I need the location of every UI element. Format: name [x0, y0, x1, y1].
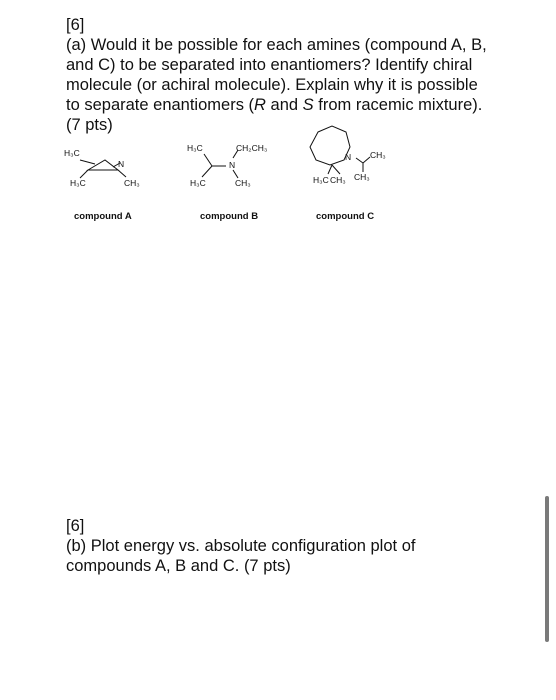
compound-a-bond-ch3 — [118, 170, 126, 177]
compound-c-ring — [310, 126, 350, 165]
question-a-line-4-mid: and — [265, 96, 303, 114]
question-a-number: [6] — [66, 16, 85, 34]
compound-a-label: compound A — [74, 211, 132, 222]
compound-a-ch3: CH₃ — [124, 178, 140, 188]
compound-b-n: N — [229, 160, 236, 170]
compound-c-bond-c-left — [328, 165, 332, 174]
compound-b-bond-1 — [204, 154, 212, 166]
compound-c-bond-n-ch — [356, 158, 363, 163]
compound-b-bond-2 — [202, 166, 212, 177]
question-a-line-1: (a) Would it be possible for each amines (compound A, B, — [66, 36, 487, 54]
compound-a-h3c-bottom: H₃C — [70, 178, 86, 188]
question-b-text — [66, 516, 506, 576]
compound-b-ch2ch3: CH₂CH₃ — [236, 143, 268, 153]
compound-c-bond-c-right — [332, 165, 340, 174]
compound-a-aziridine-ring — [88, 160, 118, 170]
compound-a-structure — [64, 148, 140, 188]
compound-c-bond-ch-ch3 — [363, 157, 370, 163]
compound-b-label: compound B — [200, 211, 259, 222]
compound-b-structure — [187, 143, 267, 188]
compound-c-ch3-top: CH₃ — [370, 150, 386, 160]
compound-a-n: N — [118, 159, 125, 169]
compound-a-bond-ch3-top — [80, 170, 88, 178]
compound-c-ch3-left: CH₃ — [330, 175, 346, 185]
compound-c-h3c: H₃C — [313, 175, 329, 185]
compound-b-h3c-top: H₃C — [187, 143, 203, 153]
compound-c-ch3-right: CH₃ — [354, 172, 370, 182]
question-b-number: [6] — [66, 517, 85, 535]
compound-b-ch3: CH₃ — [235, 178, 251, 188]
question-a-line-4-s: S — [302, 96, 314, 114]
compound-b-h3c-bottom: H₃C — [190, 178, 206, 188]
question-a-points: (7 pts) — [66, 116, 113, 134]
compound-a-bond-h3c — [80, 160, 95, 164]
question-b-line-1: (b) Plot energy vs. absolute configuration plot of — [66, 537, 416, 555]
compound-c-structure — [310, 126, 386, 185]
question-a-line-4-prefix: to separate enantiomers ( — [66, 96, 255, 114]
question-a-line-4-r: R — [254, 96, 266, 114]
question-a-line-2: and C) to be separated into enantiomers? Identify chiral — [66, 56, 473, 74]
question-a-line-4-suffix: from racemic mixture). — [313, 96, 483, 114]
compound-c-label: compound C — [316, 211, 375, 222]
compound-c-n: N — [345, 152, 352, 162]
vertical-scrollbar[interactable] — [545, 496, 549, 642]
question-b-line-2: compounds A, B and C. (7 pts) — [66, 557, 291, 575]
compound-b-bond-5 — [233, 170, 238, 178]
compound-a-h3c-top: H₃C — [64, 148, 80, 158]
question-a-line-3: molecule (or achiral molecule). Explain why it is possible — [66, 76, 478, 94]
